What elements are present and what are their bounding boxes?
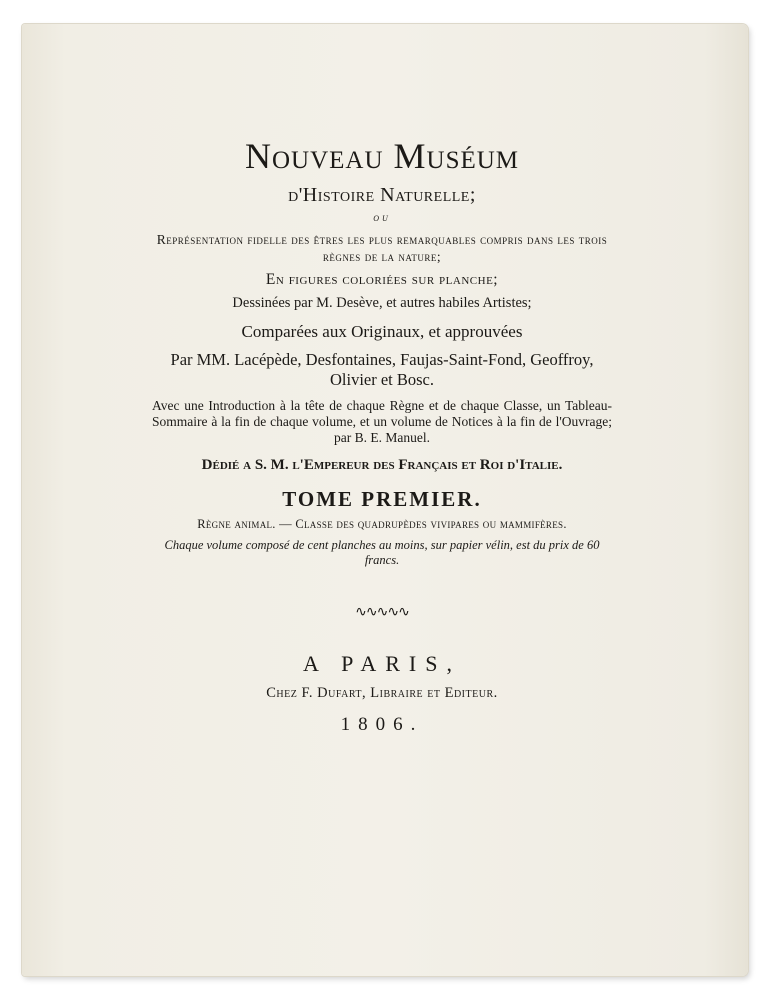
imprint-year: 1806. [340,714,424,735]
title-page [22,24,748,976]
book-subtitle: d'Histoire Naturelle; [288,184,476,206]
price-note: Chaque volume composé de cent planches au moins, sur papier vélin, est du prix de 60 francs. [164,538,600,567]
introduction-note: Avec une Introduction à la tête de chaque Règne et de chaque Classe, un Tableau-Sommaire à la fin de chaque volume, et un volume de Notices à la fin de l'Ouvrage; par B. E. Manuel. [152,398,612,445]
dedication: Dédié a S. M. l'Empereur des Français et Roi d'Italie. [201,457,563,473]
approvers-credit: Par MM. Lacépède, Desfontaines, Faujas-Saint-Fond, Geoffroy, Olivier et Bosc. [170,350,594,389]
representation-text: Représentation fidelle des êtres les plus remarquables compris dans les trois règnes de la nature; [156,232,608,264]
comparees-text: Comparées aux Originaux, et approuvées [241,322,523,341]
imprint-city: A PARIS, [302,651,461,676]
volume-subject: Règne animal. — Classe des quadrupèdes vivipares ou mammifères. [197,517,567,531]
ornament-divider: ∿∿∿∿∿ [355,605,409,620]
book-title: Nouveau Muséum [244,136,520,176]
illustrator-credit: Dessinées par M. Desève, et autres habiles Artistes; [232,295,532,311]
imprint-publisher: Chez F. Dufart, Libraire et Editeur. [266,685,498,701]
figures-text: En figures coloriées sur planche; [265,271,499,288]
title-page-content [152,134,612,736]
conjunction-ou: ou [373,210,391,224]
volume-label: TOME PREMIER. [282,487,482,511]
